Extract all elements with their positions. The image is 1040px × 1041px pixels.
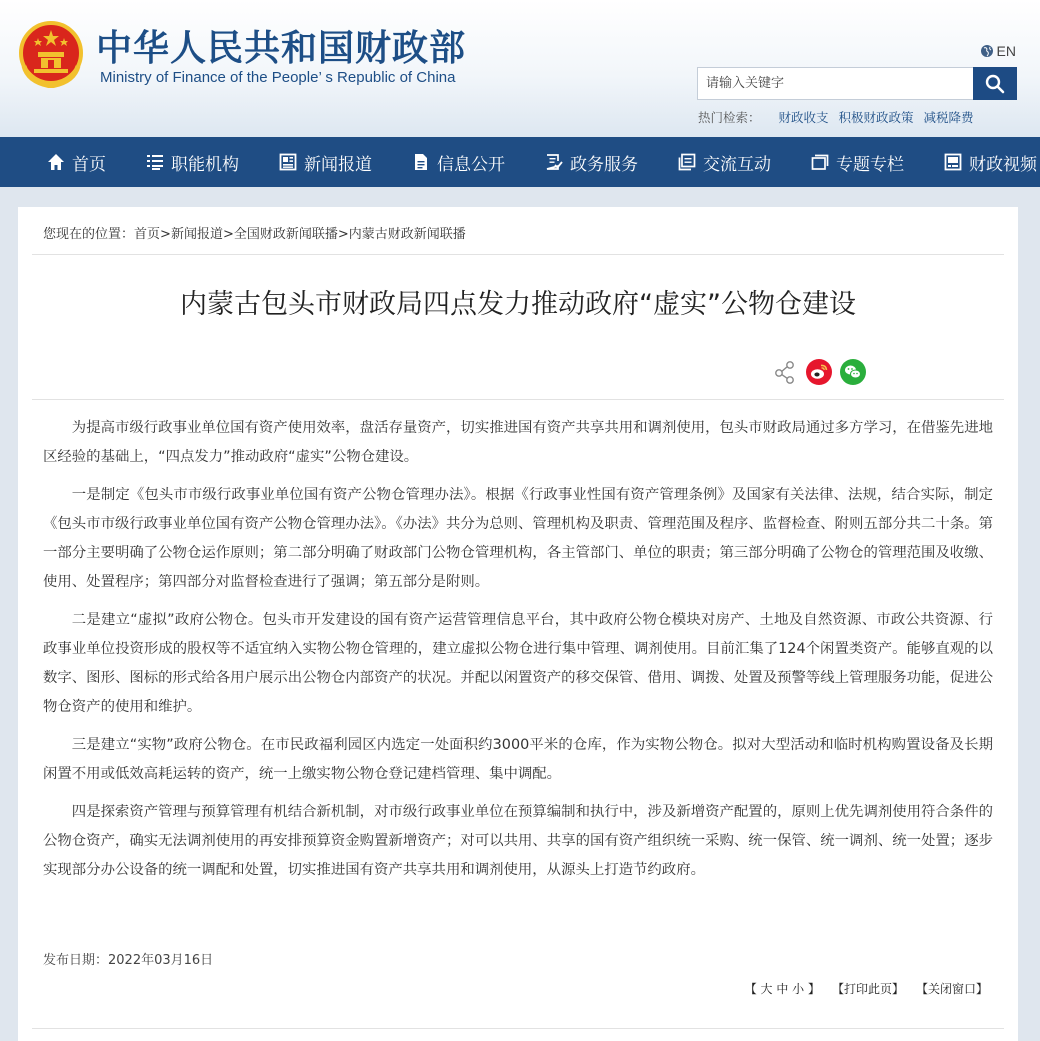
breadcrumb-link-home[interactable]: 首页 [134, 227, 161, 242]
nav-item-label: 专题专栏 [836, 154, 904, 175]
nav-item-label: 新闻报道 [304, 154, 372, 175]
breadcrumb-link-inner-mongolia-news[interactable]: 内蒙古财政新闻联播 [348, 227, 466, 242]
article-title: 内蒙古包头市财政局四点发力推动政府“虚实”公物仓建设 [180, 289, 856, 320]
breadcrumb-prefix: 您现在的位置： [43, 227, 135, 242]
share-wechat-button[interactable] [840, 359, 866, 385]
nav-item-info-disclosure[interactable] [412, 150, 505, 175]
nav-item-news[interactable] [279, 150, 372, 175]
service-icon [545, 153, 563, 171]
article-paragraph: 二是建立“虚拟”政府公物仓。包头市开发建设的国有资产运营管理信息平台，其中政府公物仓模块对房产、土地及自然资源、市政公共资源、行政事业单位投资形成的股权等不适宜纳入实物公物仓管理的，建立虚拟公物仓进行集中管理、调剂使用。目前汇集了124个闲置类资产。能够直观的以数字、图形、图标的形式给各用户展示出公物仓内部资产的状况。并配以闲置资产的移交保管、借用、调拨、处置及预警等线上管理服务功能，促进公物仓资产的使用和维护。 [43, 612, 993, 715]
article-body [43, 414, 993, 894]
share-icon [772, 359, 798, 385]
article-paragraph: 三是建立“实物”政府公物仓。在市民政福利园区内选定一处面积约3000平米的仓库，作为实物公物仓。拟对大型活动和临时机构购置设备及长期闲置不用或低效高耗运转的资产，统一上缴实物公物仓登记建档管理、集中调配。 [43, 737, 993, 782]
language-label: EN [996, 43, 1016, 59]
folder-icon [811, 153, 829, 171]
site-title[interactable]: 中华人民共和国财政部 [96, 28, 467, 69]
page-tools [745, 980, 988, 997]
breadcrumb-link-news[interactable]: 新闻报道 [170, 227, 223, 242]
hot-search-link[interactable]: 减税降费 [923, 110, 974, 125]
national-emblem-icon[interactable] [18, 20, 84, 88]
breadcrumb-separator: > [222, 227, 234, 242]
home-icon [47, 153, 65, 171]
nav-item-special-topics[interactable] [811, 150, 904, 175]
article-paragraph: 为提高市级行政事业单位国有资产使用效率，盘活存量资产，切实推进国有资产共享共用和调剂使用，包头市财政局通过多方学习，在借鉴先进地区经验的基础上，“四点发力”推动政府“虚实”公物仓建设。 [43, 420, 993, 465]
site-header [0, 0, 1040, 137]
nav-item-gov-services[interactable] [545, 150, 638, 175]
nav-item-label: 交流互动 [703, 154, 771, 175]
nav-item-finance-video[interactable] [944, 150, 1037, 175]
search-button[interactable] [973, 67, 1017, 100]
language-switch[interactable] [980, 43, 1016, 59]
document-icon [412, 153, 430, 171]
breadcrumb-separator: > [337, 227, 349, 242]
divider [32, 1028, 1004, 1029]
nav-item-label: 信息公开 [437, 154, 505, 175]
hot-search-link[interactable]: 财政收支 [778, 110, 829, 125]
hot-search-label: 热门检索： [698, 110, 761, 125]
search-bar [697, 67, 1017, 100]
list-icon [146, 153, 164, 171]
article-paragraph: 一是制定《包头市市级行政事业单位国有资产公物仓管理办法》。根据《行政事业性国有资产管理条例》及国家有关法律、法规，结合实际，制定《包头市市级行政事业单位国有资产公物仓管理办法》。《办法》共分为总则、管理机构及职责、管理范围及程序、监督检查、附则五部分共二十条。第一部分主要明确了公物仓运作原则；第二部分明确了财政部门公物仓管理机构，各主管部门、单位的职责；第三部分明确了公物仓的管理范围及收缴、使用、处置程序；第四部分对监督检查进行了强调；第五部分是附则。 [43, 487, 993, 590]
nav-item-interaction[interactable] [678, 150, 771, 175]
hot-search [698, 108, 974, 126]
site-title-english[interactable]: Ministry of Finance of the People’ s Republic of China [100, 69, 456, 86]
font-size-control[interactable]: 【 大 中 小 】 [744, 982, 820, 996]
nav-item-label: 职能机构 [171, 154, 239, 175]
nav-item-departments[interactable] [146, 150, 239, 175]
share-bar [772, 359, 866, 385]
nav-item-label: 首页 [72, 154, 106, 175]
breadcrumb-link-national-news[interactable]: 全国财政新闻联播 [233, 227, 338, 242]
globe-icon [980, 44, 994, 58]
breadcrumb [43, 223, 466, 242]
weibo-icon [806, 359, 832, 385]
share-button[interactable] [772, 359, 798, 385]
divider [32, 399, 1004, 400]
close-window-button[interactable]: 【关闭窗口】 [915, 982, 988, 996]
video-icon [944, 153, 962, 171]
nav-item-label: 财政视频 [969, 154, 1037, 175]
article-container [18, 207, 1018, 1041]
divider [32, 254, 1004, 255]
nav-item-label: 政务服务 [570, 154, 638, 175]
newspaper-icon [279, 153, 297, 171]
share-weibo-button[interactable] [806, 359, 832, 385]
main-navigation [0, 137, 1040, 187]
publish-date: 发布日期：2022年03月16日 [43, 953, 214, 968]
breadcrumb-separator: > [160, 227, 171, 242]
interaction-icon [678, 153, 696, 171]
search-input[interactable] [697, 67, 973, 100]
wechat-icon [840, 359, 866, 385]
hot-search-link[interactable]: 积极财政政策 [838, 110, 914, 125]
print-page-button[interactable]: 【打印此页】 [831, 982, 904, 996]
article-paragraph: 四是探索资产管理与预算管理有机结合新机制，对市级行政事业单位在预算编制和执行中，涉及新增资产配置的，原则上优先调剂使用符合条件的公物仓资产，确实无法调剂使用的再安排预算资金购置新增资产；对可以共用、共享的国有资产组织统一采购、统一保管、统一调剂、统一处置；逐步实现部分办公设备的统一调配和处置，切实推进国有资产共享共用和调剂使用，从源头上打造节约政府。 [43, 804, 993, 878]
nav-item-home[interactable] [47, 150, 106, 175]
search-icon [985, 74, 1005, 94]
